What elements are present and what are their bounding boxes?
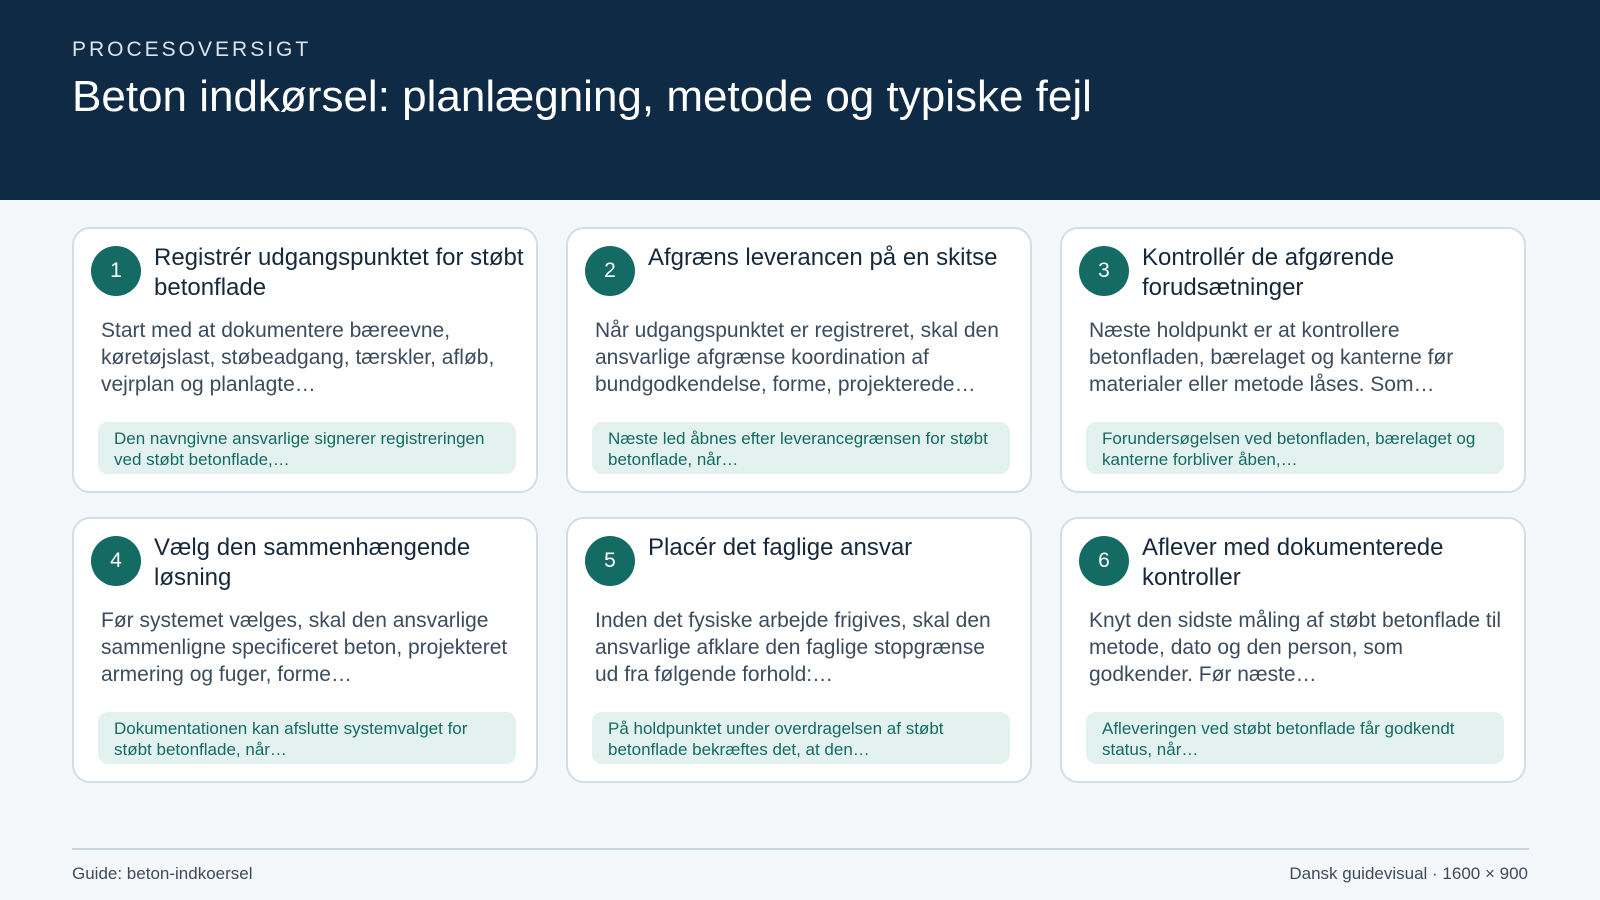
step-card-6 xyxy=(1060,517,1526,783)
step-card-5 xyxy=(566,517,1032,783)
step-number-badge: 2 xyxy=(585,246,635,296)
footer-guide-label: Guide: beton-indkoersel xyxy=(72,864,253,883)
page-title: Beton indkørsel: planlægning, metode og typiske fejl xyxy=(72,72,1092,121)
step-title: Aflever med dokumenterede kontroller xyxy=(1142,534,1444,591)
footer-divider xyxy=(72,848,1529,850)
step-description: Når udgangspunktet er registreret, skal den ansvarlige afgrænse koordination af bundgodkendelse, forme, projekterede… xyxy=(595,319,999,396)
step-number-badge: 6 xyxy=(1079,536,1129,586)
step-title: Vælg den sammenhængende løsning xyxy=(154,534,471,591)
step-note: Den navngivne ansvarlige signerer registreringen ved støbt betonflade,… xyxy=(98,422,516,474)
step-number-badge: 1 xyxy=(91,246,141,296)
step-number-badge: 5 xyxy=(585,536,635,586)
step-description: Inden det fysiske arbejde frigives, skal den ansvarlige afklare den faglige stopgrænse ud fra følgende forhold:… xyxy=(595,609,991,686)
step-number-badge: 3 xyxy=(1079,246,1129,296)
step-note: Afleveringen ved støbt betonflade får godkendt status, når… xyxy=(1086,712,1504,764)
step-title: Afgræns leverancen på en skitse xyxy=(648,244,998,271)
step-description: Før systemet vælges, skal den ansvarlige sammenligne specificeret beton, projekteret armering og fuger, forme… xyxy=(101,609,508,686)
step-note: Forundersøgelsen ved betonfladen, bærelaget og kanterne forbliver åben,… xyxy=(1086,422,1504,474)
steps-grid xyxy=(72,227,1529,783)
step-card-1 xyxy=(72,227,538,493)
step-card-2 xyxy=(566,227,1032,493)
step-number-badge: 4 xyxy=(91,536,141,586)
eyebrow-label: PROCESOVERSIGT xyxy=(72,38,312,61)
step-title: Registrér udgangspunktet for støbt betonflade xyxy=(154,244,524,301)
header-banner xyxy=(0,0,1600,200)
step-description: Knyt den sidste måling af støbt betonflade til metode, dato og den person, som godkender. Før næste… xyxy=(1089,609,1502,686)
step-card-3 xyxy=(1060,227,1526,493)
step-description: Næste holdpunkt er at kontrollere betonfladen, bærelaget og kanterne før materialer eller metode låses. Som… xyxy=(1089,319,1454,396)
step-title: Kontrollér de afgørende forudsætninger xyxy=(1142,244,1395,301)
step-description: Start med at dokumentere bæreevne, køretøjslast, støbeadgang, tærskler, afløb, vejrplan og planlagte… xyxy=(101,319,495,396)
step-note: Næste led åbnes efter leverancegrænsen for støbt betonflade, når… xyxy=(592,422,1010,474)
footer-meta-label: Dansk guidevisual · 1600 × 900 xyxy=(1289,864,1528,883)
step-note: På holdpunktet under overdragelsen af støbt betonflade bekræftes det, at den… xyxy=(592,712,1010,764)
step-card-4 xyxy=(72,517,538,783)
step-note: Dokumentationen kan afslutte systemvalget for støbt betonflade, når… xyxy=(98,712,516,764)
step-title: Placér det faglige ansvar xyxy=(648,534,913,561)
